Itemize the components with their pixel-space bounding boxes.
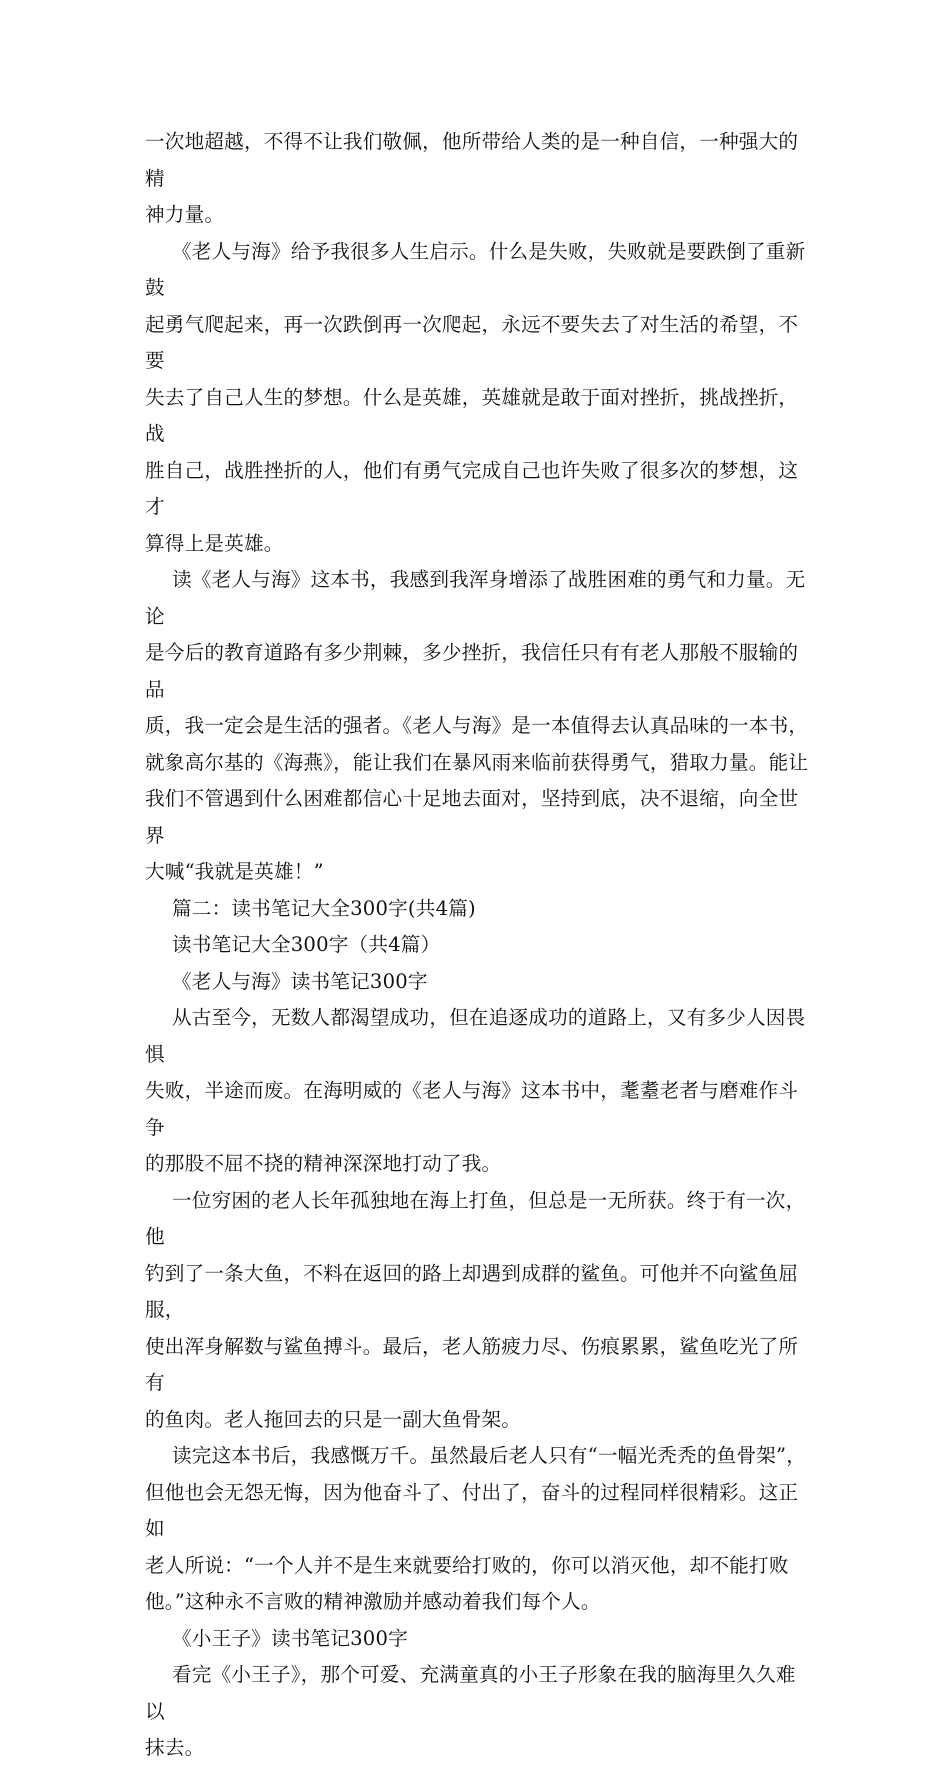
text-line: 一位穷困的老人长年孤独地在海上打鱼，但总是一无所获。终于有一次，他 [145, 1188, 806, 1248]
text-line: 的那股不屈不挠的精神深深地打动了我。 [145, 1152, 502, 1175]
text-line: 《老人与海》给予我很多人生启示。什么是失败，失败就是要跌倒了重新鼓 [145, 239, 806, 299]
text-line: 老人所说：“一个人并不是生来就要给打败的，你可以消灭他，却不能打败 [145, 1553, 789, 1577]
text-line: 钓到了一条大鱼，不料在返回的路上却遇到成群的鲨鱼。可他并不向鲨鱼屈服， [145, 1261, 799, 1321]
text-line: 神力量。 [145, 203, 225, 226]
text-line: 是今后的教育道路有多少荆棘，多少挫折，我信任只有有老人那般不服输的品 [145, 641, 799, 701]
text-line: 我们不管遇到什么困难都信心十足地去面对，坚持到底，决不退缩，向全世界 [145, 787, 799, 847]
text-line: 看完《小王子》，那个可爱、充满童真的小王子形象在我的脑海里久久难以 [145, 1663, 796, 1723]
text-line: 的鱼肉。老人拖回去的只是一副大鱼骨架。 [145, 1407, 522, 1431]
text-line: 他。”这种永不言败的精神激励并感动着我们每个人。 [145, 1590, 601, 1613]
article-title: 《小王子》读书笔记300字 [172, 1626, 408, 1650]
section-heading: 篇二：读书笔记大全300字(共4篇) [172, 896, 476, 920]
text-line: 就象高尔基的《海燕》，能让我们在暴风雨来临前获得勇气，猎取力量。能让 [145, 750, 809, 774]
text-line: 胜自己，战胜挫折的人，他们有勇气完成自己也许失败了很多次的梦想，这才 [145, 458, 799, 518]
text-line: 算得上是英雄。 [145, 531, 284, 555]
text-line: 大喊“我就是英雄！” [145, 860, 324, 883]
text-line: 抹去。 [145, 1736, 205, 1759]
text-line: 一次地超越，不得不让我们敬佩，他所带给人类的是一种自信，一种强大的精 [145, 130, 799, 190]
text-line: 起勇气爬起来，再一次跌倒再一次爬起，永远不要失去了对生活的希望，不要 [145, 312, 799, 372]
text-line: 从古至今，无数人都渴望成功，但在追逐成功的道路上，又有多少人因畏惧 [145, 1006, 806, 1066]
section-subheading: 读书笔记大全300字（共4篇） [172, 933, 441, 956]
article-title: 《老人与海》读书笔记300字 [172, 969, 428, 993]
text-line: 质，我一定会是生活的强者。《老人与海》是一本值得去认真品味的一本书， [145, 714, 809, 737]
document-body [145, 124, 815, 1767]
text-line: 失败，半途而废。在海明威的《老人与海》这本书中，耄耋老者与磨难作斗争 [145, 1079, 799, 1139]
text-line: 使出浑身解数与鲨鱼搏斗。最后，老人筋疲力尽、伤痕累累，鲨鱼吃光了所有 [145, 1334, 799, 1394]
text-line: 读完这本书后，我感慨万千。虽然最后老人只有“一幅光秃秃的鱼骨架”， [172, 1444, 807, 1467]
text-line: 但他也会无怨无悔，因为他奋斗了、付出了，奋斗的过程同样很精彩。这正如 [145, 1480, 799, 1540]
text-line: 失去了自己人生的梦想。什么是英雄，英雄就是敢于面对挫折，挑战挫折，战 [145, 385, 799, 445]
text-line: 读《老人与海》这本书，我感到我浑身增添了战胜困难的勇气和力量。无论 [145, 568, 806, 628]
